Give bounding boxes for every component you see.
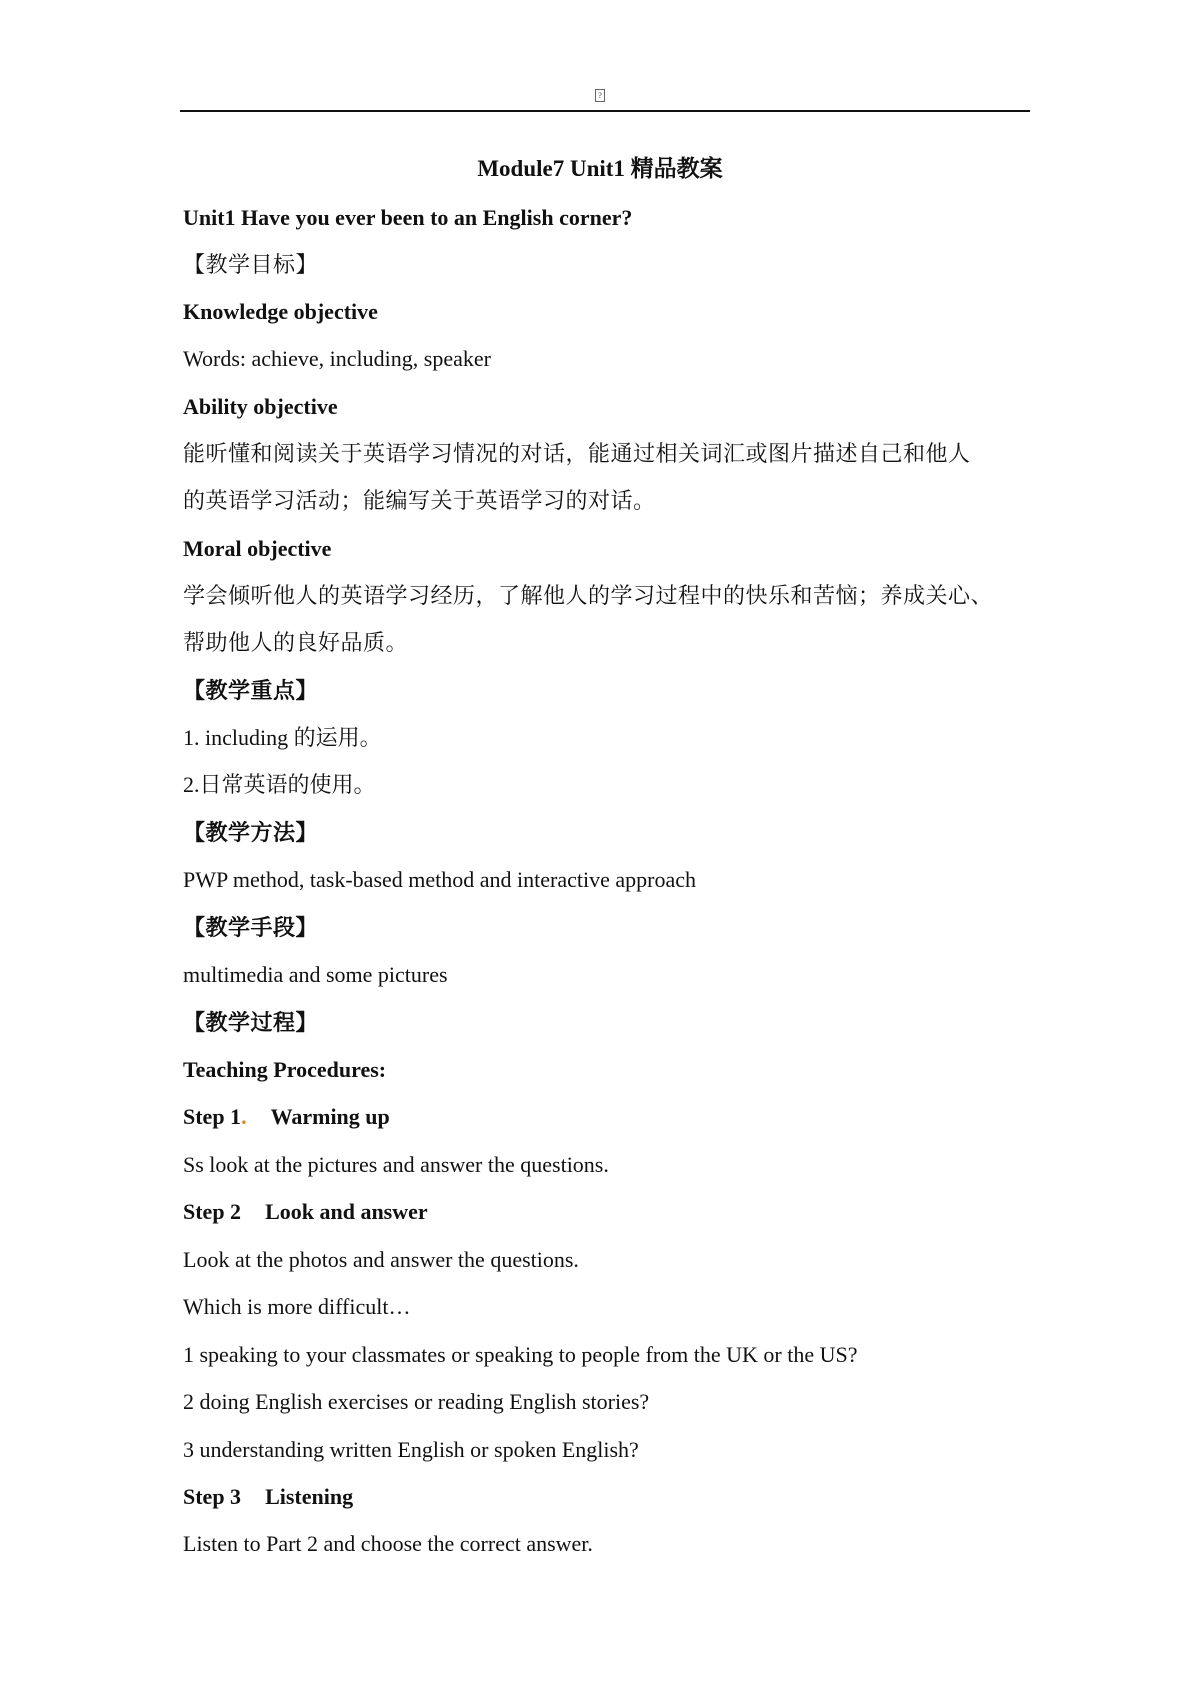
step-2-heading xyxy=(183,1197,428,1227)
step-1-dot: . xyxy=(241,1104,247,1129)
moral-text-line-2: 帮助他人的良好品质。 xyxy=(183,630,409,655)
means-label: 【教学手段】 xyxy=(183,915,319,940)
moral-text-line-1: 学会倾听他人的英语学习经历，了解他人的学习过程中的快乐和苦恼；养成关心、 xyxy=(183,583,994,608)
step-2-question: Which is more difficult… xyxy=(183,1294,411,1319)
step-2-number: Step 2 xyxy=(183,1199,242,1224)
step-3-number: Step 3 xyxy=(183,1484,242,1509)
step-2-item-3: 3 understanding written English or spoken English? xyxy=(183,1437,639,1462)
document-title: Module7 Unit1 精品教案 xyxy=(477,156,723,181)
ability-label: Ability objective xyxy=(183,394,338,419)
objectives-label: 【教学目标】 xyxy=(183,252,319,277)
header-placeholder-icon: ? xyxy=(0,86,1200,102)
step-2-item-2: 2 doing English exercises or reading English stories? xyxy=(183,1389,650,1414)
ability-text-line-1: 能听懂和阅读关于英语学习情况的对话，能通过相关词汇或图片描述自己和他人 xyxy=(183,441,971,466)
step-2-item-1: 1 speaking to your classmates or speaking to people from the UK or the US? xyxy=(183,1342,858,1367)
step-1-number: Step 1 xyxy=(183,1104,242,1129)
ability-text-line-2: 的英语学习活动；能编写关于英语学习的对话。 xyxy=(183,488,656,513)
step-3-heading xyxy=(183,1482,353,1512)
focus-item-1: 1. including 的运用。 xyxy=(183,725,382,750)
step-3-title: Listening xyxy=(265,1484,354,1509)
unit-heading: Unit1 Have you ever been to an English corner? xyxy=(183,205,633,230)
knowledge-text: Words: achieve, including, speaker xyxy=(183,346,491,371)
step-1-title: Warming up xyxy=(270,1104,390,1129)
knowledge-label: Knowledge objective xyxy=(183,299,378,324)
step-2-title: Look and answer xyxy=(265,1199,428,1224)
procedures-label: Teaching Procedures: xyxy=(183,1057,387,1082)
step-1-heading xyxy=(183,1102,390,1132)
process-label: 【教学过程】 xyxy=(183,1010,319,1035)
focus-item-2: 2.日常英语的使用。 xyxy=(183,772,376,797)
step-3-text: Listen to Part 2 and choose the correct answer. xyxy=(183,1531,593,1556)
step-1-text: Ss look at the pictures and answer the questions. xyxy=(183,1152,609,1177)
moral-label: Moral objective xyxy=(183,536,332,561)
method-text: PWP method, task-based method and interactive approach xyxy=(183,867,696,892)
method-label: 【教学方法】 xyxy=(183,820,319,845)
header-rule xyxy=(180,110,1030,112)
focus-label: 【教学重点】 xyxy=(183,678,319,703)
means-text: multimedia and some pictures xyxy=(183,962,448,987)
step-2-text: Look at the photos and answer the questions. xyxy=(183,1247,579,1272)
